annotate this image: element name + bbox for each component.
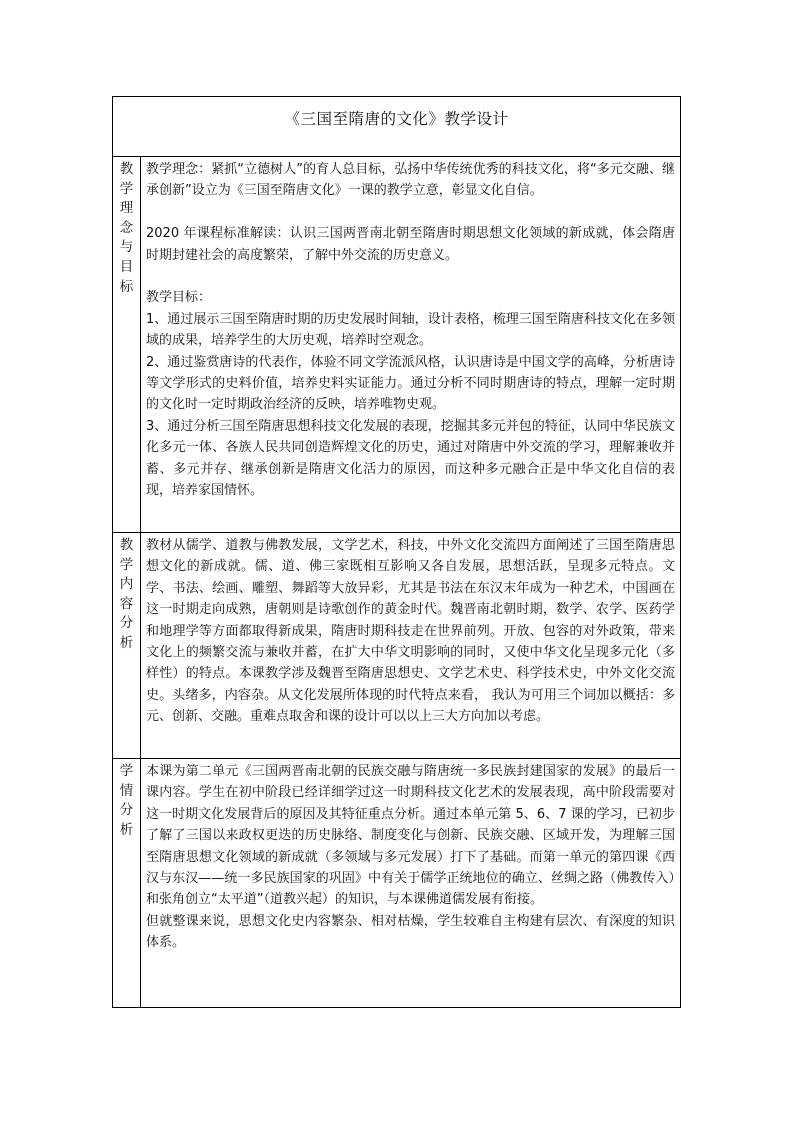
teaching-goals-heading: 教学目标： xyxy=(146,290,212,306)
lesson-plan-table xyxy=(112,96,681,1008)
document-title: 《三国至隋唐的文化》教学设计 xyxy=(284,110,509,128)
teaching-goal-item: 3、通过分析三国至隋唐思想科技文化发展的表现，挖掘其多元并包的特征，认同中华民族文化多元一体、各族人民共同创造辉煌文化的历史，通过对隋唐中外交流的学习，理解兼收并蓄、多元并存、继承创新是隋唐文化活力的原因，而这种多元融合正是中华文化自信的表现，培养家国情怀。 xyxy=(146,418,675,499)
section-row-student-analysis xyxy=(113,759,681,1008)
title-cell xyxy=(113,97,681,157)
section-label-student-analysis: 学 情 分 析 xyxy=(113,759,141,1008)
section-row-philosophy-goals xyxy=(113,157,681,533)
blank-line xyxy=(146,266,675,287)
curriculum-standard-paragraph: 2020 年课程标准解读：认识三国两晋南北朝至隋唐时期思想文化领域的新成就，体会隋唐时期封建社会的高度繁荣，了解中外交流的历史意义。 xyxy=(146,226,675,263)
student-analysis-paragraph: 本课为第二单元《三国两晋南北朝的民族交融与隋唐统一多民族封建国家的发展》的最后一课内容。学生在初中阶段已经详细学过这一时期科技文化艺术的发展表现，高中阶段需要对这一时期文化发展背后的原因及其特征重点分析。通过本单元第 5、6、7 课的学习，已初步了解了三国以来政权更迭的历史脉络、制度变化与创新、民族交融、区域开发，为理解三国至隋唐思想文化领域的新成就（多领域与多元发展）打下了基础。而第一单元的第四课《西汉与东汉——统一多民族国家的巩固》中有关于儒学正统地位的确立、丝绸之路（佛教传入）和张角创立“太平道”（道教兴起）的知识，与本课佛道儒发展有衔接。 xyxy=(146,764,675,908)
student-analysis-paragraph: 但就整课来说，思想文化史内容繁杂、相对枯燥，学生较难自主构建有层次、有深度的知识体系。 xyxy=(146,913,675,951)
section-content-content-analysis xyxy=(141,533,681,759)
section-content-student-analysis xyxy=(141,759,681,1008)
teaching-goal-item: 2、通过鉴赏唐诗的代表作，体验不同文学流派风格，认识唐诗是中国文学的高峰，分析唐诗等文学形式的史料价值，培养史料实证能力。通过分析不同时期唐诗的特点，理解一定时期的文化时一定时期政治经济的反映，培养唯物史观。 xyxy=(146,354,675,413)
title-row xyxy=(113,97,681,157)
section-row-content-analysis xyxy=(113,533,681,759)
teaching-philosophy-paragraph: 教学理念：紧抓“立德树人”的育人总目标，弘扬中华传统优秀的科技文化，将“多元交融、继承创新”设立为《三国至隋唐文化》一课的教学立意，彰显文化自信。 xyxy=(146,162,675,199)
section-label-philosophy-goals: 教 学 理 念 与 目 标 xyxy=(113,157,141,533)
section-label-content-analysis: 教 学 内 容 分 析 xyxy=(113,533,141,759)
blank-line xyxy=(146,202,675,223)
teaching-goal-item: 1、通过展示三国至隋唐时期的历史发展时间轴，设计表格，梳理三国至隋唐科技文化在多领域的成果，培养学生的大历史观，培养时空观念。 xyxy=(146,311,675,349)
content-analysis-paragraph: 教材从儒学、道教与佛教发展，文学艺术，科技，中外文化交流四方面阐述了三国至隋唐思想文化的新成就。儒、道、佛三家既相互影响又各自发展，思想活跃，呈现多元特点。文学、书法、绘画、雕塑、舞蹈等大放异彩，尤其是书法在东汉末年成为一种艺术，中国画在这一时期走向成熟，唐朝则是诗歌创作的黄金时代。魏晋南北朝时期，数学、农学、医药学和地理学等方面都取得新成果，隋唐时期科技走在世界前列。开放、包容的对外政策，带来文化上的频繁交流与兼收并蓄，在扩大中华文明影响的同时，又使中华文化呈现多元化（多样性）的特点。本课教学涉及魏晋至隋唐思想史、文学艺术史、科学技术史，中外文化交流史。头绪多，内容杂。从文化发展所体现的时代特点来看， 我认为可用三个词加以概括：多元、创新、交融。重难点取舍和课的设计可以以上三大方向加以考虑。 xyxy=(146,538,675,725)
section-content-philosophy-goals xyxy=(141,157,681,533)
